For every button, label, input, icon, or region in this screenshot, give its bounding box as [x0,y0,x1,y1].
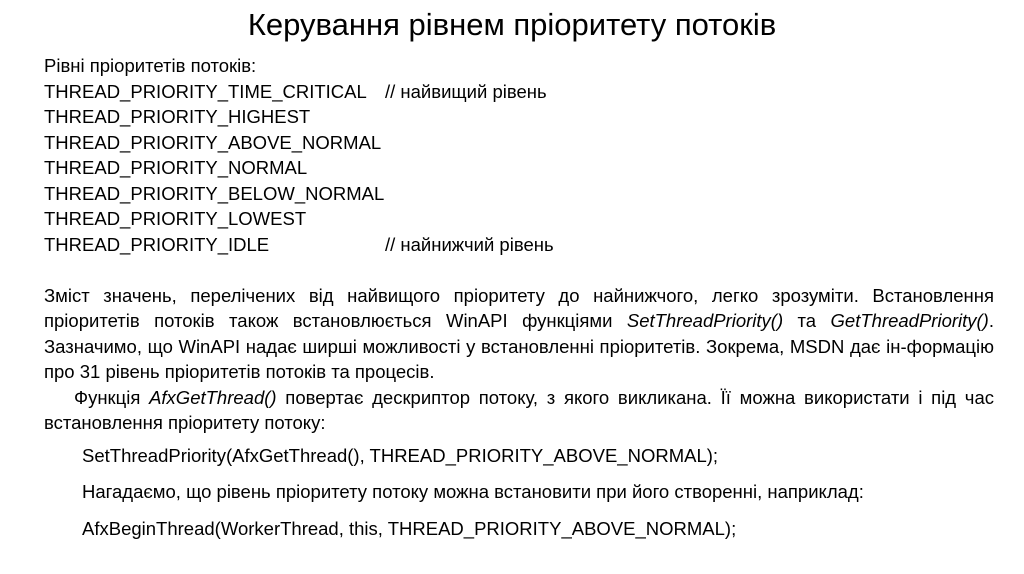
priority-constant: THREAD_PRIORITY_TIME_CRITICAL [44,80,367,102]
afxgetthread-paragraph [44,385,994,436]
paragraph-text: повертає дескриптор потоку, з якого викликана. Її можна використати і під час встановлення пріоритету потоку: [44,386,994,433]
function-name: AfxGetThread() [149,386,277,408]
paragraph-text: . Зазначимо, що WinAPI надає ширші можливості у встановленні пріоритетів. Зокрема, MSDN дає ін-формацію про 31 рівень пріоритетів потоків та процесів. [44,310,994,382]
priority-levels-list [44,79,994,258]
paragraph-text: Зміст значень, перелічених від найвищого пріоритету до найнижчого, легко зрозуміти. Встановлення пріоритетів потоків також встановлюється WinAPI функціями [44,284,994,331]
priority-constant: THREAD_PRIORITY_ABOVE_NORMAL [44,131,382,153]
priority-level-item [44,181,994,207]
slide-body [44,53,994,552]
code-example-begin-thread: AfxBeginThread(WorkerThread, this, THREAD_PRIORITY_ABOVE_NORMAL); [82,517,737,539]
code-example-set-priority: SetThreadPriority(AfxGetThread(), THREAD_PRIORITY_ABOVE_NORMAL); [82,444,719,466]
priority-level-item [44,232,994,258]
page-title: Керування рівнем пріоритету потоків [247,7,777,42]
description-paragraph [44,283,994,385]
priority-constant: THREAD_PRIORITY_NORMAL [44,157,308,178]
priority-level-item [44,79,994,105]
spacer [44,257,994,283]
paragraph-text: Функція [74,386,150,408]
levels-heading: Рівні пріоритетів потоків: [44,55,257,76]
priority-level-item [44,155,994,181]
priority-comment: // найвищий рівень [385,80,547,102]
function-name: GetThreadPriority() [830,310,989,331]
priority-constant: THREAD_PRIORITY_IDLE [44,233,270,255]
priority-constant: THREAD_PRIORITY_HIGHEST [44,106,311,127]
priority-constant: THREAD_PRIORITY_LOWEST [44,208,307,229]
priority-constant: THREAD_PRIORITY_BELOW_NORMAL [44,182,385,204]
paragraph-text: та [783,310,831,331]
note-text: Нагадаємо, що рівень пріоритету потоку можна встановити при його створенні, наприклад: [82,481,864,502]
priority-level-item [44,104,994,130]
priority-comment: // найнижчий рівень [385,233,554,255]
priority-level-item [44,130,994,156]
priority-level-item [44,206,994,232]
function-name: SetThreadPriority() [626,310,784,331]
